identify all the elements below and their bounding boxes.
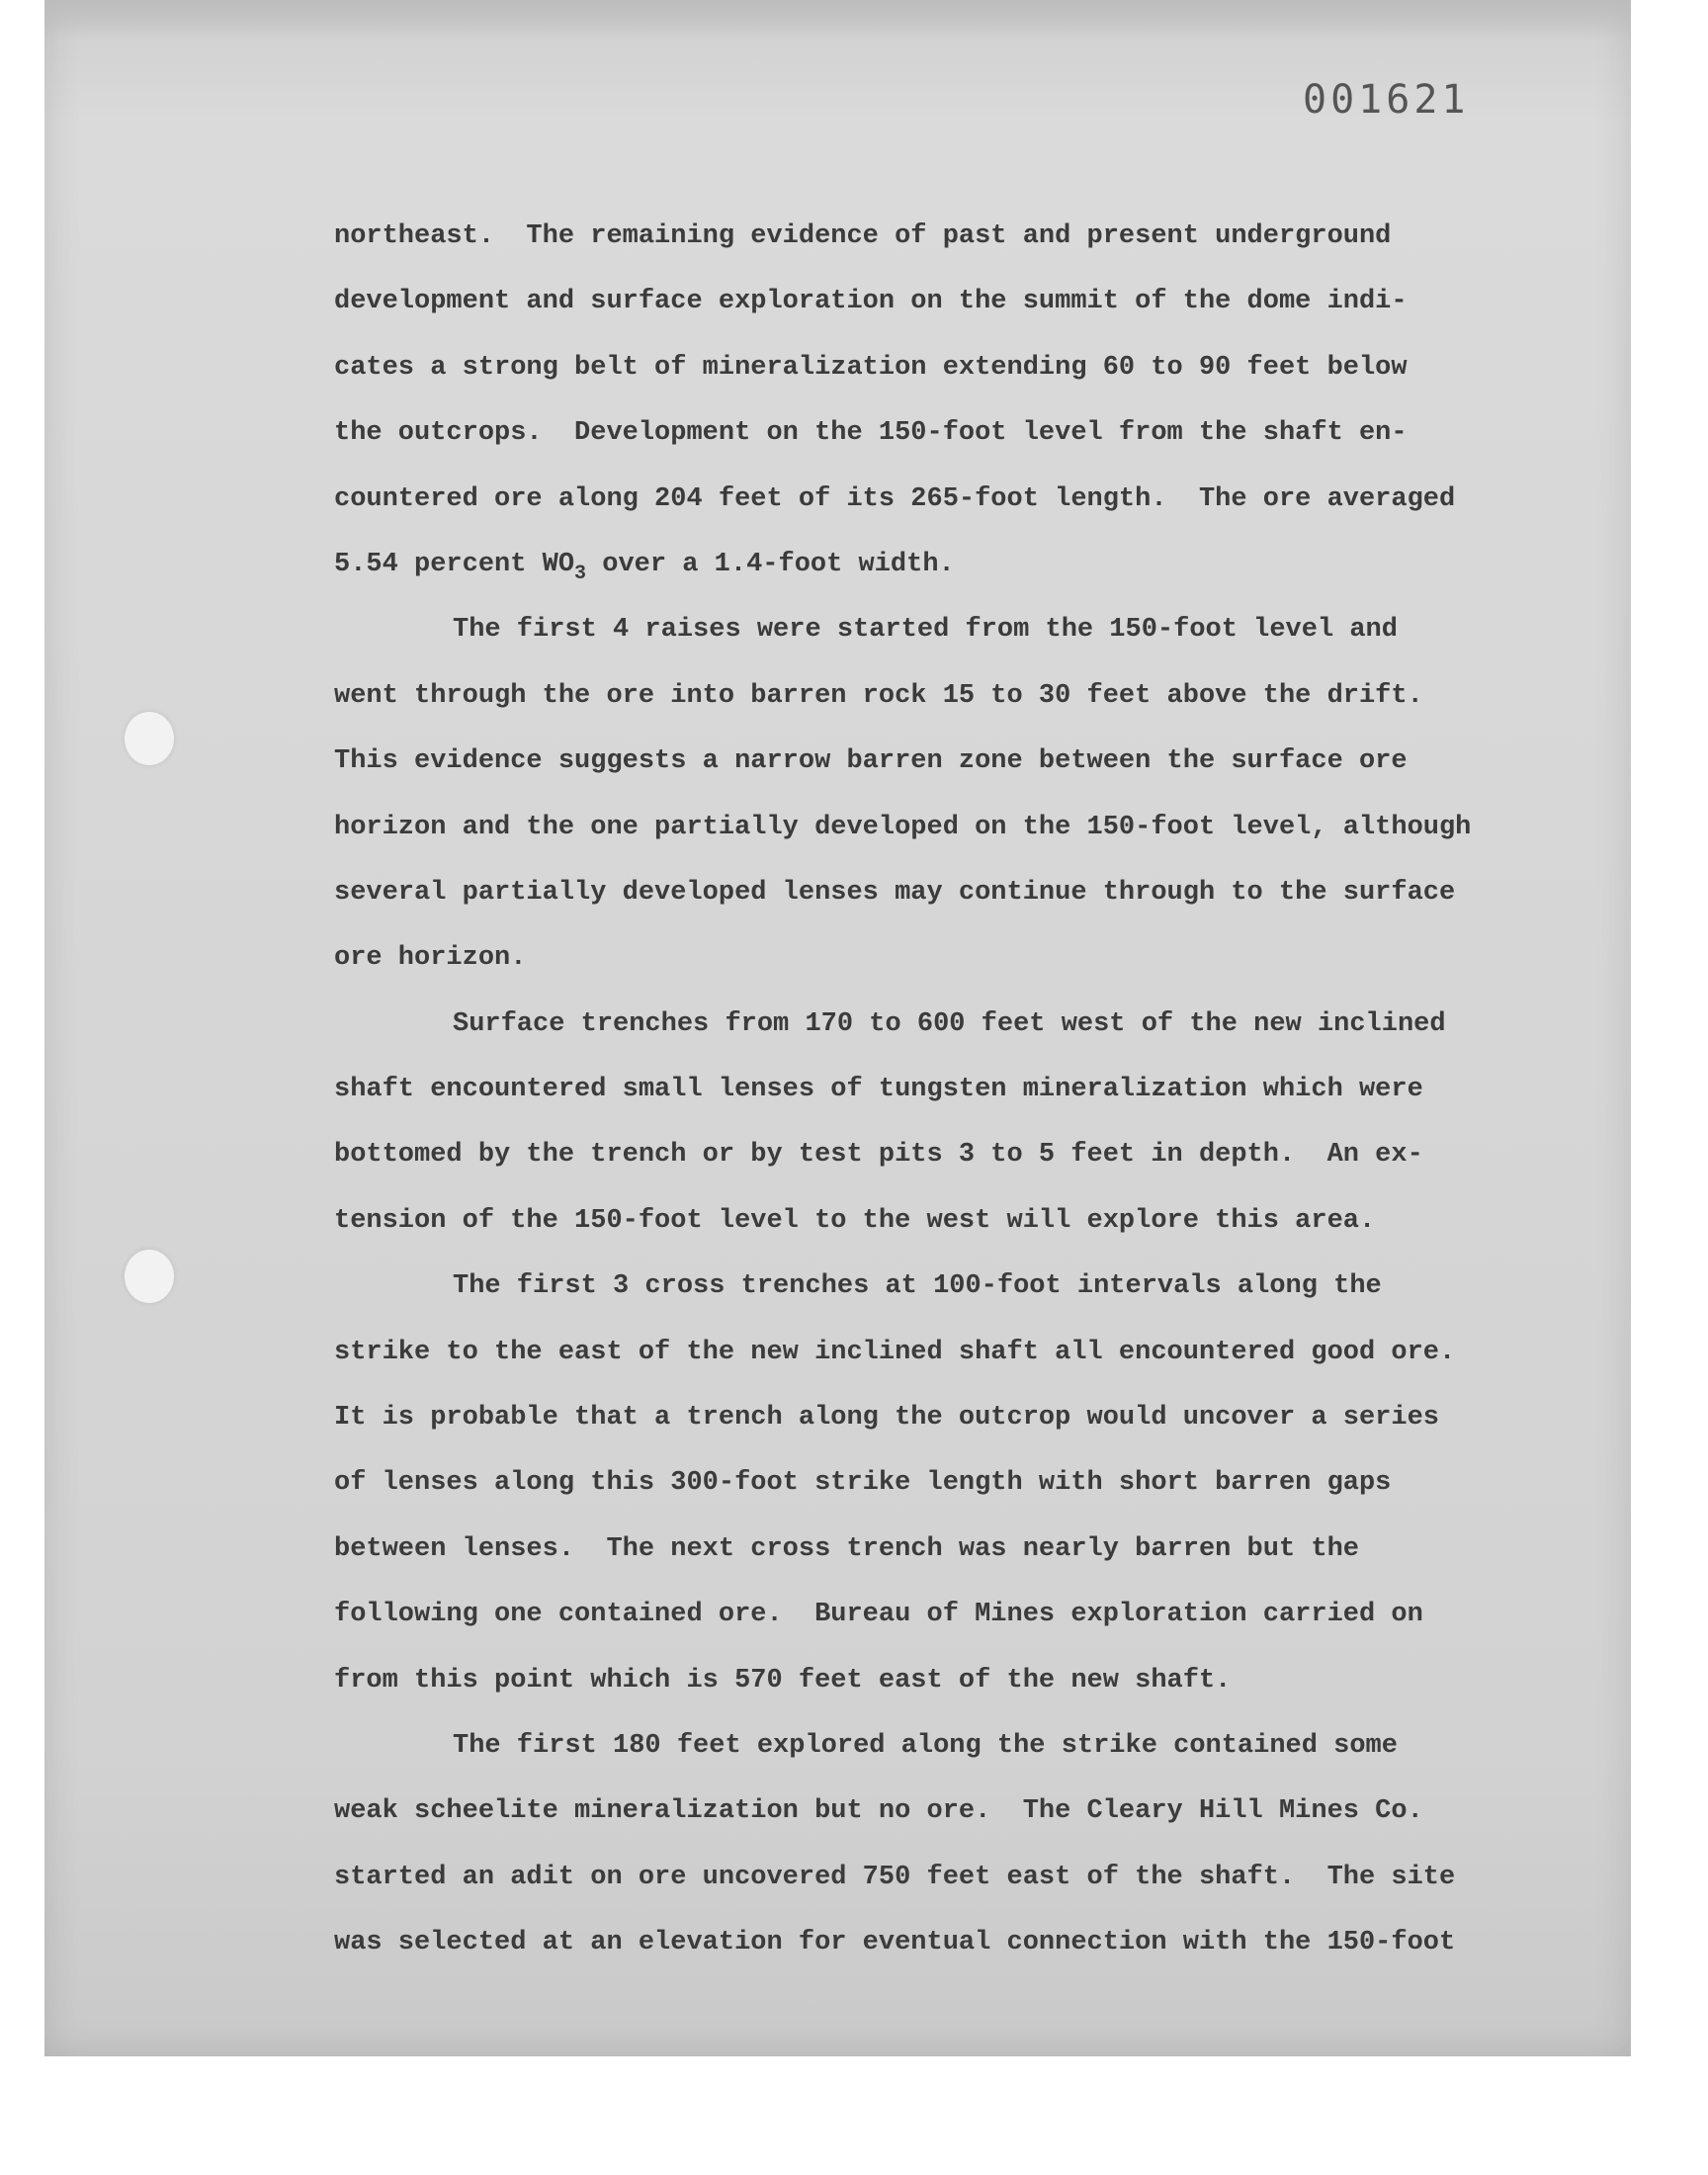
text-line: tension of the 150-foot level to the west will explore this area. [334,1205,1376,1236]
text-line: went through the ore into barren rock 15 to 30 feet above the drift. [334,680,1423,711]
text-line: This evidence suggests a narrow barren zone between the surface ore [334,746,1408,777]
text-fragment: 5.54 percent WO [334,549,575,579]
text-line: strike to the east of the new inclined shaft all encountered good ore. [334,1337,1456,1367]
text-line: development and surface exploration on the summit of the dome indi- [334,287,1408,317]
text-line: of lenses along this 300-foot strike length with short barren gaps [334,1468,1392,1499]
text-line: northeast. The remaining evidence of past and present underground [334,221,1392,251]
text-line: was selected at an elevation for eventual connection with the 150-foot [334,1928,1456,1958]
text-line: cates a strong belt of mineralization extending 60 to 90 feet below [334,352,1408,383]
text-line: the outcrops. Development on the 150-foot level from the shaft en- [334,418,1408,449]
paragraph-first-line: The first 4 raises were started from the 150-foot level and [453,615,1398,646]
text-line-with-subscript [334,532,1510,597]
text-line: horizon and the one partially developed on the 150-foot level, although [334,812,1472,842]
punch-hole-lower [125,1250,174,1303]
punch-hole-upper [125,712,174,765]
text-line: It is probable that a trench along the outcrop would uncover a series [334,1403,1439,1434]
text-line: bottomed by the trench or by test pits 3 to 5 feet in depth. An ex- [334,1140,1423,1171]
text-fragment: over a 1.4-foot width. [586,549,955,579]
text-line: countered ore along 204 feet of its 265-foot length. The ore averaged [334,483,1456,514]
paragraph-first-line: The first 180 feet explored along the strike contained some [453,1730,1398,1761]
text-line: between lenses. The next cross trench was nearly barren but the [334,1533,1359,1564]
paragraph-first-line: Surface trenches from 170 to 600 feet west of the new inclined [453,1008,1446,1039]
subscript: 3 [574,562,587,585]
page-number: 001621 [1303,77,1470,123]
paragraph-first-line: The first 3 cross trenches at 100-foot intervals along the [453,1271,1382,1302]
text-line: following one contained ore. Bureau of Mines exploration carried on [334,1600,1423,1630]
text-line: weak scheelite mineralization but no ore. The Cleary Hill Mines Co. [334,1796,1423,1827]
text-line: started an adit on ore uncovered 750 feet east of the shaft. The site [334,1862,1456,1892]
scan-top-shadow [44,0,1631,40]
text-line: from this point which is 570 feet east of the new shaft. [334,1665,1232,1696]
text-line: ore horizon. [334,943,527,974]
text-line: several partially developed lenses may continue through to the surface [334,877,1456,908]
document-body [334,204,1510,1976]
text-line: shaft encountered small lenses of tungsten mineralization which were [334,1075,1423,1105]
